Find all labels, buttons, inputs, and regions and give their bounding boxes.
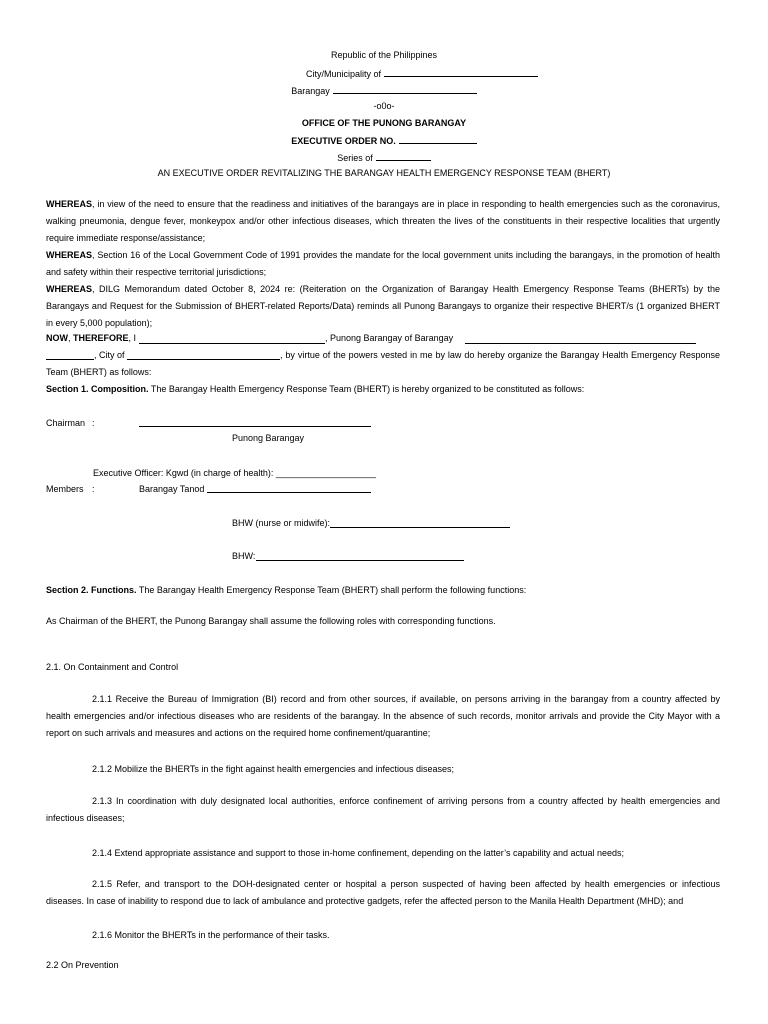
members-label: Members (46, 484, 84, 494)
section-2-2-heading: 2.2 On Prevention (46, 960, 119, 970)
whereas-3: WHEREAS, DILG Memorandum dated October 8, 2024 re: (Reiteration on the Organization of Barangay Health Emergency Response Teams (BHERTs) by the Barangays and Request for the Submission of BHERT-related Reports/Data) reminds all Punong Barangays to organize their respective BHERT/s (1 organized BHERT in every 5,000 population); (46, 284, 720, 328)
bhw-nurse-blank (330, 527, 510, 528)
republic-line: Republic of the Philippines (330, 50, 438, 60)
section-2: Section 2. Functions. The Barangay Health Emergency Response Team (BHERT) shall perform the following functions: (46, 585, 527, 595)
name-blank (139, 343, 325, 344)
city-of-blank (127, 359, 280, 360)
tanod-blank (207, 492, 371, 493)
barangay-line: Barangay (0, 84, 768, 96)
chairman-label: Chairman (46, 418, 86, 428)
item-2-1-6: 2.1.6 Monitor the BHERTs in the performance of their tasks. (92, 930, 330, 940)
item-2-1-1: 2.1.1 Receive the Bureau of Immigration (BI) record and from other sources, if available, on persons arriving in the barangay from a country affected by health emergencies and/or infectious diseases who are residents of the barangay. In the absence of such records, monitor arrivals and provide the City Mayor with a report on such arrivals and measures and actions on the required home confinement/quarantine; (46, 694, 720, 738)
order-title: AN EXECUTIVE ORDER REVITALIZING THE BARANGAY HEALTH EMERGENCY RESPONSE TEAM (BHERT) (157, 168, 611, 178)
bhw-blank (256, 560, 464, 561)
separator: -o0o- (373, 101, 395, 111)
chairman-intro: As Chairman of the BHERT, the Punong Barangay shall assume the following roles with corresponding functions. (46, 616, 496, 626)
now-therefore-rest: , by virtue of the powers vested in me by law do hereby organize the Barangay Health Emergency Response (280, 350, 720, 360)
eo-line: EXECUTIVE ORDER NO. (0, 134, 768, 146)
item-2-1-2: 2.1.2 Mobilize the BHERTs in the fight against health emergencies and infectious diseases; (92, 764, 455, 774)
chairman-blank (139, 426, 371, 427)
bhw-label: BHW: (232, 551, 256, 561)
eo-number-blank (399, 134, 477, 144)
chairman-colon: : (92, 418, 95, 428)
city-blank (384, 67, 538, 77)
tanod-label: Barangay Tanod (139, 484, 205, 494)
city-line: City/Municipality of (38, 67, 768, 79)
section-1: Section 1. Composition. The Barangay Health Emergency Response Team (BHERT) is hereby organized to be constituted as follows: (46, 384, 585, 394)
section-2-1-heading: 2.1. On Containment and Control (46, 662, 179, 672)
whereas-1: WHEREAS, in view of the need to ensure that the readiness and initiatives of the barangays are in place in responding to health emergencies such as the coronavirus, walking pneumonia, dengue fever, monkeypox and/or other infectious diseases, which threaten the lives of the constituents in their respective localities that urgently require immediate response/assistance; (46, 199, 720, 243)
chairman-role: Punong Barangay (232, 433, 305, 443)
city-of-text: , City of (94, 350, 125, 360)
barangay-blank (333, 84, 477, 94)
members-colon: : (92, 484, 95, 494)
series-blank (376, 151, 431, 161)
pb-barangay-blank (465, 343, 696, 344)
executive-officer-line: Executive Officer: Kgwd (in charge of health): ____________________ (93, 468, 377, 478)
bhw-nurse-label: BHW (nurse or midwife): (232, 518, 331, 528)
item-2-1-3: 2.1.3 In coordination with duly designated local authorities, enforce confinement of arriving persons from a country affected by health emergencies and infectious diseases; (46, 796, 720, 823)
item-2-1-4: 2.1.4 Extend appropriate assistance and support to those in-home confinement, depending on the latter’s capability and actual needs; (92, 848, 625, 858)
item-2-1-5: 2.1.5 Refer, and transport to the DOH-designated center or hospital a person suspected of having been affected by health emergencies or infectious diseases. In case of inability to respond due to lack of ambulance and protective gadgets, refer the affected person to the Manila Health Department (MHD); and (46, 879, 720, 906)
pb-text: , Punong Barangay of Barangay (325, 333, 454, 343)
series-line: Series of (0, 151, 768, 163)
now-therefore-line-1: NOW, THEREFORE, I (46, 333, 137, 343)
office-heading: OFFICE OF THE PUNONG BARANGAY (301, 118, 467, 128)
brgy-no-blank (46, 359, 94, 360)
whereas-2: WHEREAS, Section 16 of the Local Government Code of 1991 provides the mandate for the local government units including the barangays, in the promotion of health and safety within their respective territorial jurisdictions; (46, 250, 720, 277)
now-therefore-last: Team (BHERT) as follows: (46, 367, 152, 377)
